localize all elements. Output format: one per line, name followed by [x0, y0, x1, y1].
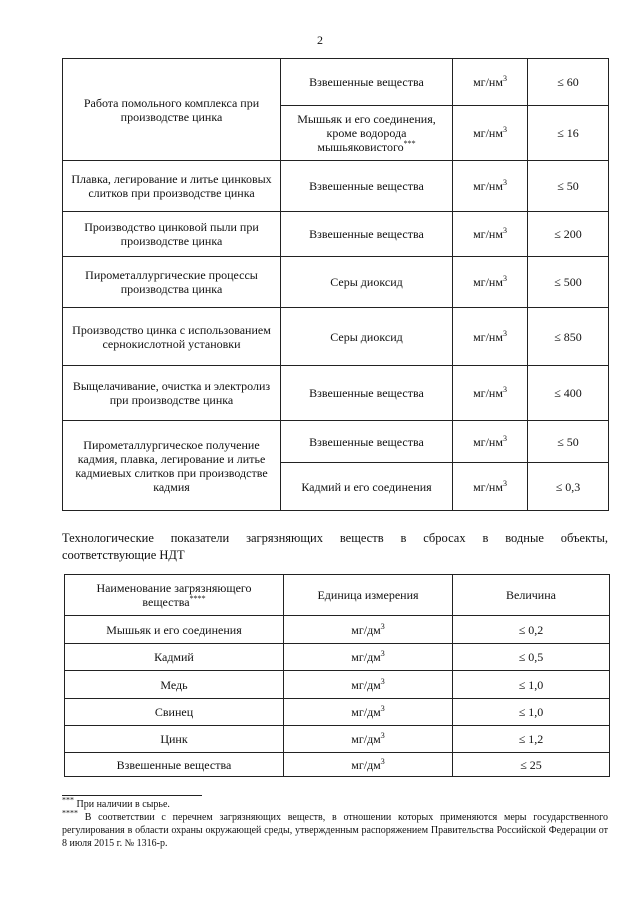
substance-cell: Мышьяк и его соединения, кроме водорода мышьяковистого*** — [281, 106, 453, 161]
unit-cell: $мг/нм^3$ — [453, 366, 528, 421]
unit-cell: $мг/нм^3$ — [453, 257, 528, 308]
process-cell: Плавка, легирование и литье цинковых слитков при производстве цинка — [63, 161, 281, 212]
value-cell: ≤ 1,2 — [453, 726, 610, 753]
value-cell: ≤ 0,2 — [453, 616, 610, 644]
process-cell: Выщелачивание, очистка и электролиз при производстве цинка — [63, 366, 281, 421]
table-row — [63, 421, 609, 463]
process-cell: Производство цинковой пыли при производстве цинка — [63, 212, 281, 257]
process-cell: Работа помольного комплекса при производстве цинка — [63, 59, 281, 161]
value-cell: ≤ 200 — [528, 212, 609, 257]
process-cell: Производство цинка с использованием сернокислотной установки — [63, 308, 281, 366]
table-row — [63, 161, 609, 212]
page-number: 2 — [317, 33, 323, 47]
value-cell: ≤ 50 — [528, 161, 609, 212]
header-substance: Наименование загрязняющего вещества**** — [65, 575, 284, 616]
substance-cell: Кадмий и его соединения — [281, 463, 453, 511]
table-row — [65, 644, 610, 671]
section-paragraph: Технологические показатели загрязняющих веществ в сбросах в водные объекты, — [62, 531, 608, 545]
footnote-2: **** В соответствии с перечнем загрязняющих веществ, в отношении которых применяются меры государственного регулирования в области охраны окружающей среды, утвержденным распоряжением Правительства Российской Федерации от 8 июля 2015 г. № 1316-р. — [62, 808, 608, 849]
substance-cell: Цинк — [65, 726, 284, 753]
table-row — [65, 699, 610, 726]
table-row — [63, 308, 609, 366]
unit-cell: $мг/нм^3$ — [453, 106, 528, 161]
unit-cell: $мг/нм^3$ — [453, 421, 528, 463]
process-cell: Пирометаллургическое получение кадмия, плавка, легирование и литье кадмиевых слитков при производстве кадмия — [63, 421, 281, 511]
table-row — [65, 753, 610, 777]
unit-cell: $мг/нм^3$ — [453, 308, 528, 366]
unit-cell: $мг/нм^3$ — [453, 212, 528, 257]
water-discharge-table — [64, 574, 610, 777]
value-cell: ≤ 60 — [528, 59, 609, 106]
substance-cell: Серы диоксид — [281, 308, 453, 366]
unit-cell: $мг/дм^3$ — [284, 644, 453, 671]
substance-cell: Взвешенные вещества — [281, 421, 453, 463]
value-cell: ≤ 0,3 — [528, 463, 609, 511]
unit-cell: $мг/нм^3$ — [453, 161, 528, 212]
value-cell: ≤ 400 — [528, 366, 609, 421]
substance-cell: Взвешенные вещества — [281, 366, 453, 421]
table-row — [63, 59, 609, 106]
unit-cell: $мг/дм^3$ — [284, 726, 453, 753]
substance-cell: Взвешенные вещества — [281, 161, 453, 212]
table-row — [63, 366, 609, 421]
header-unit: Единица измерения — [284, 575, 453, 616]
substance-cell: Мышьяк и его соединения — [65, 616, 284, 644]
value-cell: ≤ 850 — [528, 308, 609, 366]
unit-cell: $мг/дм^3$ — [284, 753, 453, 777]
footnote-1: *** При наличии в сырье. — [62, 795, 170, 810]
process-cell: Пирометаллургические процессы производства цинка — [63, 257, 281, 308]
table-header-row — [65, 575, 610, 616]
value-cell: ≤ 25 — [453, 753, 610, 777]
substance-cell: Взвешенные вещества — [281, 59, 453, 106]
table-row — [65, 726, 610, 753]
table-row — [63, 257, 609, 308]
value-cell: ≤ 0,5 — [453, 644, 610, 671]
substance-cell: Взвешенные вещества — [281, 212, 453, 257]
table-row — [65, 616, 610, 644]
section-paragraph-continued: соответствующие НДТ — [62, 548, 185, 562]
unit-cell: $мг/нм^3$ — [453, 463, 528, 511]
unit-cell: $мг/нм^3$ — [453, 59, 528, 106]
substance-cell: Серы диоксид — [281, 257, 453, 308]
table-row — [63, 212, 609, 257]
footnote-divider — [62, 795, 202, 796]
unit-cell: $мг/дм^3$ — [284, 616, 453, 644]
unit-cell: $мг/дм^3$ — [284, 699, 453, 726]
header-value: Величина — [453, 575, 610, 616]
value-cell: ≤ 50 — [528, 421, 609, 463]
value-cell: ≤ 1,0 — [453, 671, 610, 699]
value-cell: ≤ 1,0 — [453, 699, 610, 726]
substance-cell: Взвешенные вещества — [65, 753, 284, 777]
unit-cell: $мг/дм^3$ — [284, 671, 453, 699]
value-cell: ≤ 16 — [528, 106, 609, 161]
air-emissions-table — [62, 58, 609, 511]
table-row — [65, 671, 610, 699]
value-cell: ≤ 500 — [528, 257, 609, 308]
substance-cell: Медь — [65, 671, 284, 699]
substance-cell: Кадмий — [65, 644, 284, 671]
substance-cell: Свинец — [65, 699, 284, 726]
